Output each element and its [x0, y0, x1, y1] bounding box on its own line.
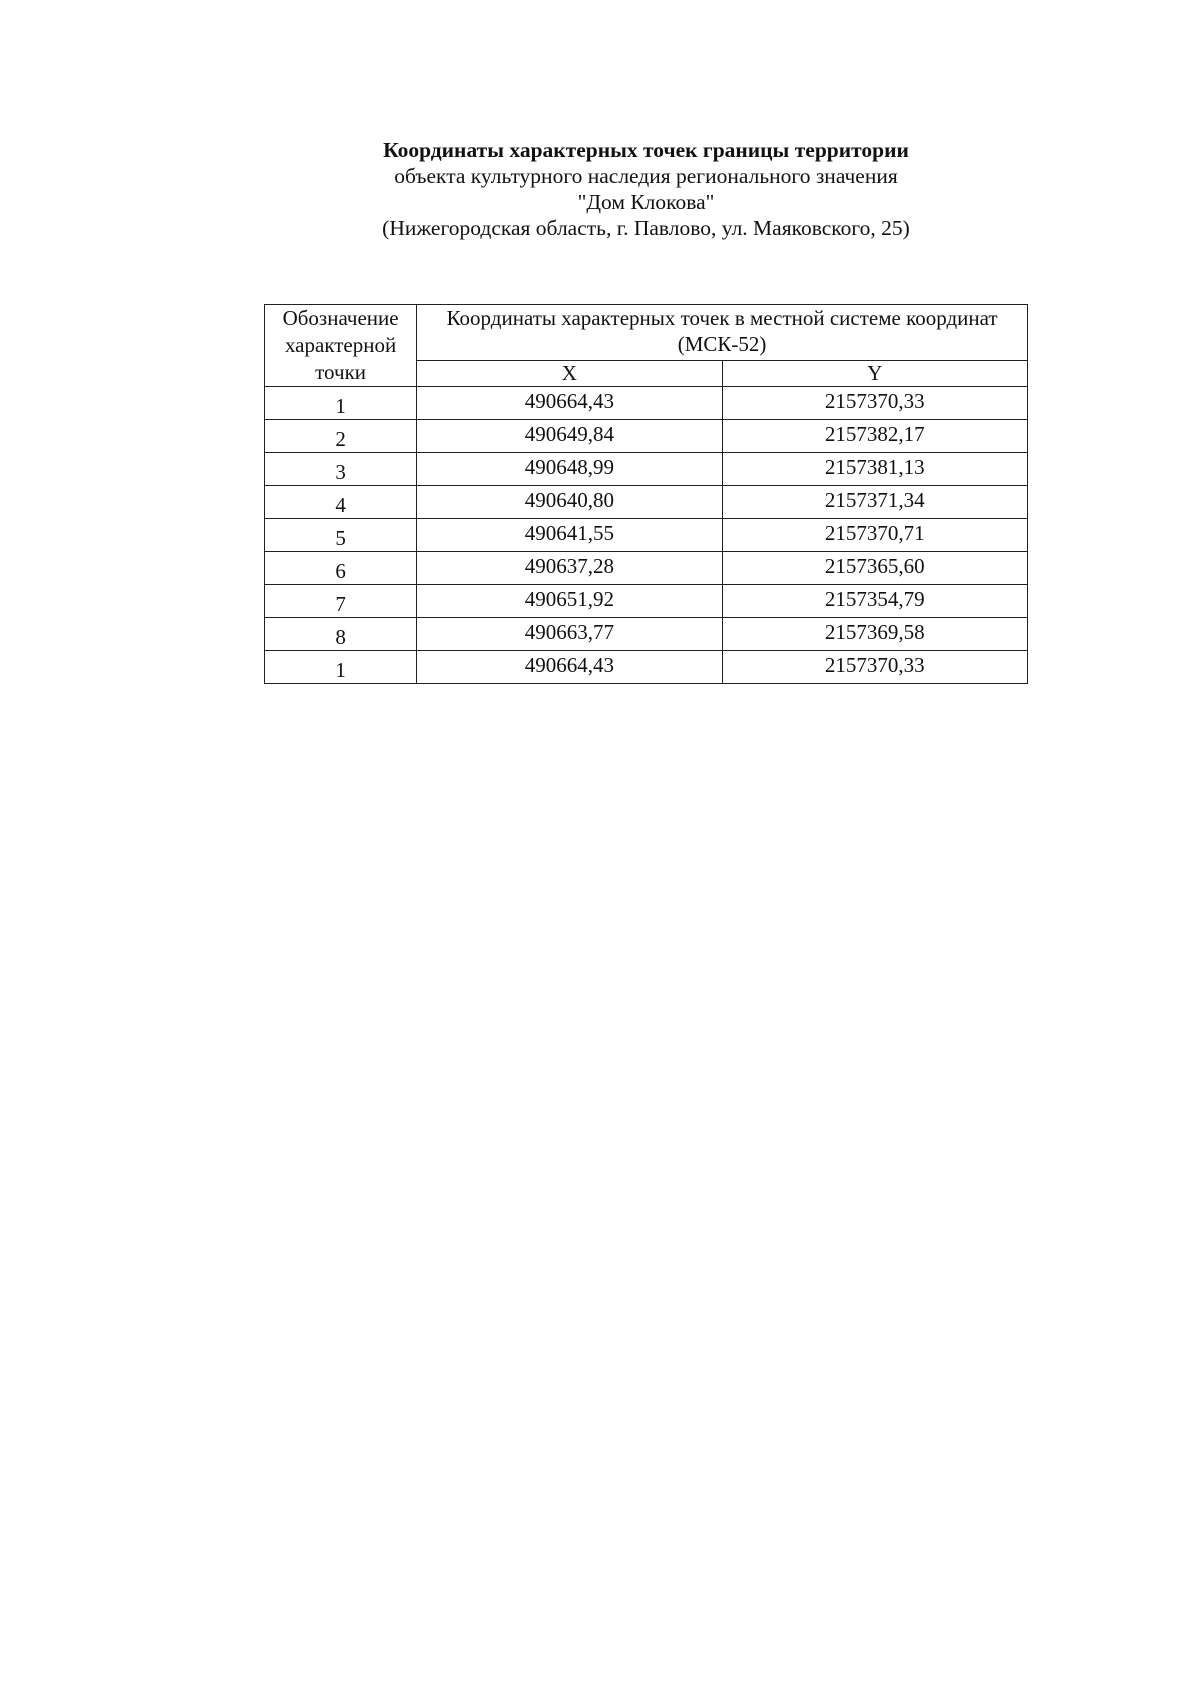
document-heading — [0, 137, 1200, 241]
point-cell: 1 — [265, 387, 417, 420]
point-cell: 1 — [265, 651, 417, 684]
table-row — [265, 420, 1028, 453]
x-cell: 490649,84 — [417, 420, 722, 453]
title-line-2: объекта культурного наследия регионального значения — [394, 164, 898, 188]
header-point-designation: Обозначение характерной точки — [265, 305, 417, 387]
y-cell: 2157354,79 — [722, 585, 1027, 618]
title-line-3: "Дом Клокова" — [577, 190, 715, 214]
point-cell: 5 — [265, 519, 417, 552]
x-cell: 490637,28 — [417, 552, 722, 585]
table-row — [265, 519, 1028, 552]
y-cell: 2157370,71 — [722, 519, 1027, 552]
y-cell: 2157371,34 — [722, 486, 1027, 519]
title-line-4: (Нижегородская область, г. Павлово, ул. Маяковского, 25) — [382, 216, 910, 240]
header-y: Y — [722, 360, 1027, 386]
y-cell: 2157381,13 — [722, 453, 1027, 486]
table-row — [265, 486, 1028, 519]
x-cell: 490663,77 — [417, 618, 722, 651]
table-row — [265, 651, 1028, 684]
point-cell: 4 — [265, 486, 417, 519]
coordinates-table — [264, 304, 1028, 684]
header-x: X — [417, 360, 722, 386]
point-cell: 8 — [265, 618, 417, 651]
table-row — [265, 453, 1028, 486]
header-coordinates: Координаты характерных точек в местной системе координат (МСК-52) — [417, 305, 1028, 361]
title-line-1: Координаты характерных точек границы территории — [383, 138, 909, 162]
x-cell: 490648,99 — [417, 453, 722, 486]
table-row — [265, 387, 1028, 420]
y-cell: 2157382,17 — [722, 420, 1027, 453]
x-cell: 490651,92 — [417, 585, 722, 618]
y-cell: 2157370,33 — [722, 387, 1027, 420]
x-cell: 490640,80 — [417, 486, 722, 519]
point-cell: 3 — [265, 453, 417, 486]
x-cell: 490664,43 — [417, 651, 722, 684]
x-cell: 490641,55 — [417, 519, 722, 552]
y-cell: 2157370,33 — [722, 651, 1027, 684]
y-cell: 2157369,58 — [722, 618, 1027, 651]
table-header-row — [265, 305, 1028, 361]
table-row — [265, 552, 1028, 585]
y-cell: 2157365,60 — [722, 552, 1027, 585]
point-cell: 2 — [265, 420, 417, 453]
point-cell: 6 — [265, 552, 417, 585]
table-row — [265, 585, 1028, 618]
table-row — [265, 618, 1028, 651]
x-cell: 490664,43 — [417, 387, 722, 420]
point-cell: 7 — [265, 585, 417, 618]
